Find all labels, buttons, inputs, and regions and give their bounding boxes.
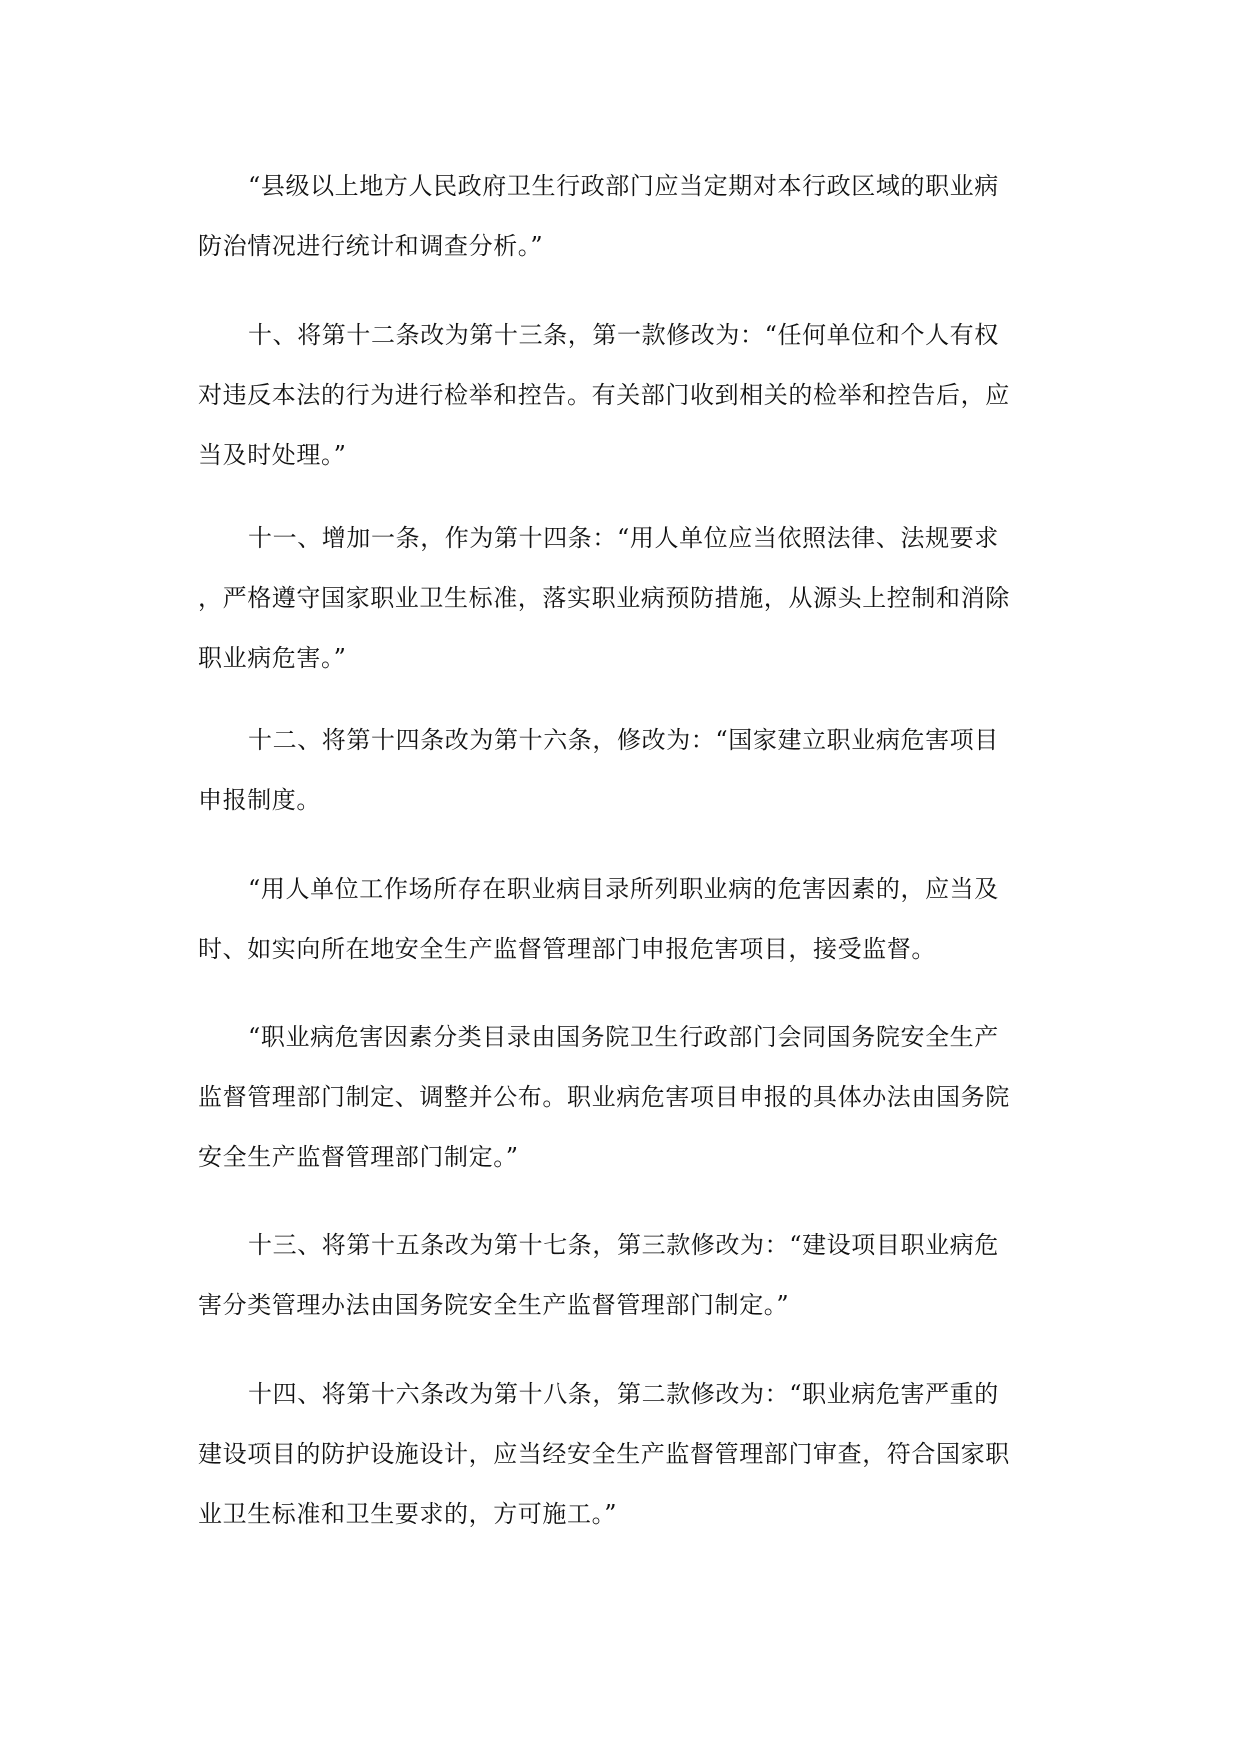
paragraph-item-12 [198, 710, 1038, 830]
text-line: 十三、将第十五条改为第十七条，第三款修改为：“建设项目职业病危 [248, 1231, 999, 1259]
paragraph-item-14 [198, 1364, 1038, 1544]
paragraph-item-10 [198, 305, 1038, 485]
text-line: 十一、增加一条，作为第十四条：“用人单位应当依照法律、法规要求 [248, 524, 999, 552]
text-line: “用人单位工作场所存在职业病目录所列职业病的危害因素的，应当及 [248, 875, 999, 903]
text-line: 时、如实向所在地安全生产监督管理部门申报危害项目，接受监督。 [198, 935, 936, 963]
paragraph-hazard-report [198, 859, 1038, 979]
paragraph-statistics [198, 156, 1038, 276]
paragraph-item-11 [198, 508, 1038, 688]
text-line: 当及时处理。” [198, 441, 347, 469]
text-line: 十二、将第十四条改为第十六条，修改为：“国家建立职业病危害项目 [248, 726, 999, 754]
paragraph-item-13 [198, 1215, 1038, 1335]
text-line: “县级以上地方人民政府卫生行政部门应当定期对本行政区域的职业病 [248, 172, 999, 200]
text-line: 安全生产监督管理部门制定。” [198, 1143, 519, 1171]
text-line: 建设项目的防护设施设计，应当经安全生产监督管理部门审查，符合国家职 [198, 1440, 1010, 1468]
text-line: 业卫生标准和卫生要求的，方可施工。” [198, 1500, 618, 1528]
text-line: “职业病危害因素分类目录由国务院卫生行政部门会同国务院安全生产 [248, 1023, 999, 1051]
text-line: 十四、将第十六条改为第十八条，第二款修改为：“职业病危害严重的 [248, 1380, 999, 1408]
text-line: 对违反本法的行为进行检举和控告。有关部门收到相关的检举和控告后，应 [198, 381, 1010, 409]
text-line: 十、将第十二条改为第十三条，第一款修改为：“任何单位和个人有权 [248, 321, 999, 349]
text-line: 害分类管理办法由国务院安全生产监督管理部门制定。” [198, 1291, 790, 1319]
text-line: ，严格遵守国家职业卫生标准，落实职业病预防措施，从源头上控制和消除 [198, 584, 1010, 612]
text-line: 防治情况进行统计和调查分析。” [198, 232, 544, 260]
paragraph-hazard-catalog [198, 1007, 1038, 1187]
text-line: 监督管理部门制定、调整并公布。职业病危害项目申报的具体办法由国务院 [198, 1083, 1010, 1111]
text-line: 职业病危害。” [198, 644, 347, 672]
text-line: 申报制度。 [198, 786, 321, 814]
